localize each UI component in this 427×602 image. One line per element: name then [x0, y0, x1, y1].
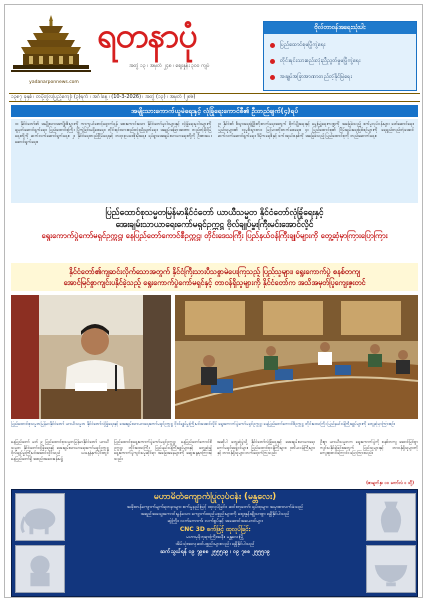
news-box	[11, 119, 418, 203]
news-column	[218, 121, 415, 201]
vase-carving-icon	[366, 493, 416, 541]
ad-text-line: အရည်အသွေးကောင်းမွန်သော ကျောက်ထည်ပစ္စည်းများကို ဈေးနှုန်းချိုသာစွာ ရရှိနိုင်ပါသည်	[140, 512, 290, 517]
news-box-heading: အမျိုးသားကောက်ယူမဲရေးနှင့် လုံခြုံရေးကောင်စီ၏ ဦးတည်ချက်(၄)ရပ်	[11, 105, 418, 117]
sub-headline-line: နိုင်ငံတော်၏ကျဆင်းလိုက်သောအတွက် နိုင်ငံကြီးသားပီသစွာမဲပေးကြသည့် ပြည်သူများ၊ ရွေးကောက်ပွဲ စနစ်တကျ	[69, 267, 360, 276]
sub-headline	[11, 263, 418, 291]
ad-phone: ဆက်သွယ်ရန် ၀၉ ၇၉၈၈ ၂၅၅၅၁၉ ၊ ၀၉ ၇၈၈ ၂၅၅၅၁၉	[160, 549, 270, 555]
lion-carving-icon	[15, 545, 65, 593]
website-label: yadanarponnews.com	[29, 80, 79, 85]
ad-cnc-line: CNC 3D စက်ဖြင့် ထုလုပ်ခြင်း	[179, 526, 251, 533]
masthead	[5, 5, 423, 93]
national-causes-heading: ဗိုလ်တာဝန်အရေးသုံးပါး	[264, 22, 416, 34]
list-item-text: ပြည်ထောင်စုမပြိုကွဲရေး	[280, 42, 326, 48]
bullet-icon	[270, 43, 275, 48]
headline-line: ရွေးကောက်ပွဲကော်မရှင်ဥက္ကဋ္ဌ၊ နေပြည်တော်ကောင်စီဥက္ကဋ္ဌ၊ တိုင်းဒေသကြီး ပြည်နယ်ဝန်ကြီးချုပ်များကို တွေ့ဆုံမှာကြားပြောကြား	[41, 231, 388, 240]
headline-line: ပြည်ထောင်စုသမ္မတမြန်မာနိုင်ငံတော် ယာယီသမ္မတ နိုင်ငံတော်လုံခြုံရေးနှင့်	[105, 207, 324, 217]
photo-caption: ပြည်ထောင်စုသမ္မတမြန်မာနိုင်ငံတော် ယာယီသမ္မတ နိုင်ငံတော်လုံခြုံရေးနှင့် အေးချမ်းသာယာရေးကော်မရှင်ဥက္ကဋ္ဌ ဗိုလ်ချုပ်မှူးကြီးမင်းအောင်လှိုင် ရွေးကောက်ပွဲကော်မရှင်ဥက္ကဋ္ဌ၊ နေပြည်တော်ကောင်စီဥက္ကဋ္ဌ တိုင်းဒေသကြီး ပြည်နယ်ဝန်ကြီးချုပ်များကို တွေ့ဆုံမှာကြားစဉ်။	[11, 421, 396, 426]
news-column-text: ၃။ နိုင်ငံ၏ စီးပွားရေးဖွံ့ဖြိုးတိုးတက်ရေးအတွက် စိုက်ပျိုးရေးနှင့် မွေးမြူရေးကဏ္ဍကို အခြေခံသည့် စက်မှုလုပ်ငန်းများ ဖော်ဆောင်ရေး၊ ပြည်သူများ၏ လူမှုစီးပွားဘဝ မြင့်မားတိုးတက်စေရေး။ ၄။ ပြည်ထောင်စု၏ ငြိမ်းချမ်းရေးဖြစ်စဉ်များကို ရေရှည်တည်တံ့အောင် ဆက်လက်ဆောင်ရွက်ရေး၊ ဒီမိုကရေစီနှင့် ဖက်ဒရယ်စနစ်ကို အခြေခံသည့် ပြည်ထောင်စုကို တည်ဆောက်ရေး။	[217, 121, 414, 138]
pagoda-crest-icon	[11, 13, 91, 79]
news-column-text: ၁။ နိုင်ငံတော်၏ အမျိုးသားအကျိုးစီးပွားကို ကာကွယ်စောင့်ရှောက်ရန် အားကောင်းသော နိုင်ငံတော်မူဝါဒများနှင့် လုံခြုံရေးမူဝါဒများကို ချမှတ်ဆောင်ရွက်ရေး၊ ပြည်ထောင်စုကြီး ပြိုကွဲခြင်းမရှိစေရေး၊ တိုင်းရင်းသားစည်းလုံးညီညွတ်ရေး၊ အချုပ်အခြာအာဏာ တည်တံ့ခိုင်မြဲရေးတို့ကို ဆက်လက်ဆောင်ရွက်ရေး။ ၂။ နိုင်ငံရေးတည်ငြိမ်ရေးနှင့် တရားဥပဒေစိုးမိုးရေး၊ ရပ်ရွာအေးချမ်းသာယာရေးတို့ကို ဦးစားပေးဆောင်ရွက်ရေး။	[15, 121, 212, 144]
sub-headline-line: အောင်မြင်စွာကျင်းပနိုင်ခဲ့သည့် ရွေးကောက်ပွဲကော်မရှင်နှင့် တာဝန်ရှိသူများကို နိုင်ငံတော်က အသိအမှတ်ပြုကျေးဇူးတင်	[63, 278, 366, 287]
newspaper-front-page	[4, 4, 423, 598]
article-text: ပြည်ထောင်စုရွေးကောက်ပွဲကော်မရှင်ဥက္ကဋ္ဌ၊ နေပြည်တော်ကောင်စီဥက္ကဋ္ဌ၊ တိုင်းဒေသကြီး ပြည်နယ်ဝန်ကြီးချုပ်များနှင့် တွေ့ဆုံ၍ ရွေးကောက်ပွဲကျင်းပမှုဆိုင်ရာ အခြေအနေများကို ဆွေးနွေးမှာကြားခဲ့သည်။	[114, 439, 212, 461]
bullet-icon	[270, 75, 275, 80]
ad-title: မဟာမိတ်ကျောက်ပြုလုပ်ငန်း (မန္တလေး)	[153, 492, 277, 502]
list-item	[270, 37, 412, 53]
bullet-icon	[270, 59, 275, 64]
ad-text-line: အိမ်သုံးအလှဆင်ပစ္စည်းများလည်း ရရှိနိုင်ပါသည်	[175, 542, 255, 547]
speaker-photo	[11, 295, 171, 419]
article-text: ဦးစွာ ယာယီသမ္မတက ရွေးကောက်ပွဲကို စနစ်တကျ အောင်မြင်စွာ ကျင်းပနိုင်ခဲ့ခြင်းအတွက် ပြည်သူများနှင့် တာဝန်ရှိသူများကို ကျေးဇူးတင်ကြောင်း ပြောကြားသည်။	[320, 439, 418, 456]
newspaper-nameplate: ရတနာပုံ	[97, 16, 197, 56]
article-body	[11, 439, 418, 485]
list-item-text: တိုင်းရင်းသားစည်းလုံးညီညွတ်မှုမပြိုကွဲရေး	[280, 58, 361, 64]
list-item	[270, 53, 412, 69]
article-text: အဆိုပါ တွေ့ဆုံပွဲသို့ နိုင်ငံတော်လုံခြုံရေးနှင့် အေးချမ်းသာယာရေး ကော်မရှင်အဖွဲ့ဝင်များ၊ ပြည်ထောင်စုဝန်ကြီးများ၊ ဒုတိယဝန်ကြီးများနှင့် တာဝန်ရှိသူများ တက်ရောက်ကြသည်။	[217, 439, 315, 456]
main-headline	[11, 207, 418, 241]
bowl-carving-icon	[366, 545, 416, 593]
headline-line: အေးချမ်းသာယာရေးကော်မရှင်ဥက္ကဋ္ဌ ဗိုလ်ချုပ်မှူးကြီးမင်းအောင်လှိုင်	[115, 218, 314, 229]
national-causes-box	[263, 21, 417, 91]
article-text: နေပြည်တော် မတ် ၉ ပြည်ထောင်စုသမ္မတမြန်မာနိုင်ငံတော် ယာယီသမ္မတ နိုင်ငံတော်လုံခြုံရေးနှင့် အေးချမ်းသာယာရေးကော်မရှင်ဥက္ကဋ္ဌ ဗိုလ်ချုပ်မှူးကြီးမင်းအောင်လှိုင်သည် ယနေ့နံနက်ပိုင်းတွင် နေပြည်တော်ရှိ အစည်းအဝေးခန်းမ၌	[11, 439, 109, 461]
article-column	[320, 439, 418, 485]
national-causes-list	[264, 34, 416, 85]
article-column	[217, 439, 315, 485]
list-item-text: အချုပ်အခြာအာဏာတည်တံ့ခိုင်မြဲရေး	[280, 74, 352, 80]
ad-content	[70, 492, 360, 557]
article-column	[114, 439, 212, 485]
continued-marker: (စာမျက်နှာ ၁၀ ကော်လံ ၁ သို့)	[366, 480, 414, 485]
ad-text-line: မဟာမုနိဘုရားကြီးအနီး၊ မန္တလေးမြို့	[186, 535, 244, 540]
news-column	[15, 121, 212, 201]
list-item	[270, 69, 412, 85]
issue-line: အတွဲ ၁၃ ၊ အမှတ် ၂၄၈ ၊ ဈေးနှုန်း ၃၀၀ ကျပ်	[129, 63, 210, 69]
dateline: ၁၃၈၇ ခုနှစ် ၊ တပို့တွဲလပြည့်ကျော် (၃)ရက် ၊ အင်္ဂါနေ့ ၊ (10-3-2026) ၊ အတွဲ (၁၃) ၊ အမှတ် (၂၈၆)	[9, 93, 420, 102]
ad-text-line: အဖိုးတန်ကျောက်မျက်ရတနာများ စက်မှုနည်းဖြင့် ထုလုပ်ခြင်း၊ ဆင်းတုတော်၊ ရုပ်ထုများ အမှာစာလက်ခံသည်	[126, 505, 304, 510]
ad-text-line: ဆွဲကြိုး၊ လက်ကောက်၊ လက်စွပ်နှင့် အဆောင်အယောင်များ	[167, 519, 263, 524]
article-column	[11, 439, 109, 485]
advertisement	[11, 489, 418, 597]
elephant-carving-icon	[15, 493, 65, 541]
meeting-room-photo	[175, 295, 418, 419]
